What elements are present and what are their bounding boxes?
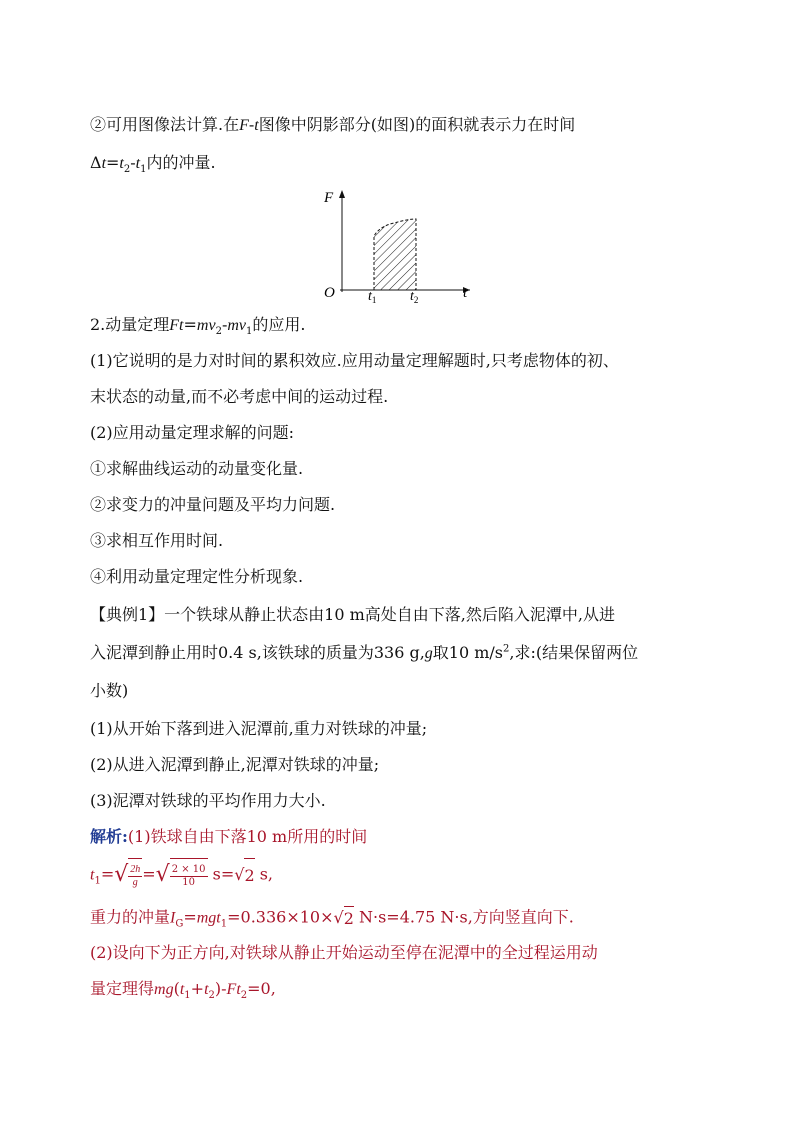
- var-t: t: [254, 117, 259, 134]
- text: =0.336×10×: [227, 907, 334, 927]
- text: ,求:(结果保留两位: [509, 643, 639, 662]
- var-t: t: [119, 155, 124, 172]
- text: =: [183, 907, 197, 927]
- var-t: t: [179, 981, 185, 998]
- label-t2: $t_2$: [410, 289, 419, 305]
- sub: 2: [215, 326, 222, 338]
- example-q2: (2)从进入泥潭到静止,泥潭对铁球的冲量;: [90, 755, 380, 774]
- text: 内的冲量.: [146, 153, 216, 172]
- text: -: [221, 315, 228, 334]
- sub: G: [175, 918, 184, 930]
- sqrt-body: [170, 858, 208, 892]
- label-t: t: [463, 285, 468, 301]
- var-t: t: [135, 155, 141, 172]
- den: g: [132, 877, 138, 888]
- sub: 1: [184, 990, 191, 1002]
- example-line2: [90, 642, 638, 665]
- example-line1: 【典例1】一个铁球从静止状态由10 m高处自由下落,然后陷入泥潭中,从进: [90, 605, 615, 624]
- section-2-title: [90, 314, 305, 337]
- var-Ft: Ft: [226, 981, 241, 998]
- sqrt-sign: √: [155, 862, 170, 887]
- sqrt-2: 2: [344, 906, 354, 930]
- text: =: [100, 864, 115, 884]
- f-t-graph: [310, 182, 490, 307]
- text: ②可用图像法计算.在: [90, 115, 240, 134]
- section-2-item-2: ②求变力的冲量问题及平均力问题.: [90, 495, 336, 514]
- var-t: t: [101, 155, 107, 172]
- text: -: [130, 153, 136, 172]
- text: s,: [254, 864, 274, 884]
- var-mg: mg: [154, 981, 174, 998]
- solution-impulse: [90, 906, 574, 930]
- solution-line1: [90, 826, 367, 848]
- text: (1)铁球自由下落10 m所用的时间: [127, 827, 368, 846]
- sub: 1: [220, 918, 228, 930]
- var-t: t: [90, 866, 95, 884]
- sqrt-2: 2: [244, 858, 254, 892]
- var-mgt: mgt: [196, 909, 221, 927]
- section-2-item-3: ③求相互作用时间.: [90, 531, 224, 550]
- sqrt-sign: √: [333, 908, 344, 927]
- example-line3: 小数): [90, 681, 129, 700]
- sub: 1: [246, 326, 253, 338]
- text: =: [106, 153, 120, 172]
- text: s=: [207, 864, 235, 884]
- text: 2.动量定理: [90, 315, 170, 334]
- section-2-p1-line2: 末状态的动量,而不必考虑中间的运动过程.: [90, 387, 389, 406]
- solution-part2-line1: (2)设向下为正方向,对铁球从静止开始运动至停在泥潭中的全过程运用动: [90, 943, 598, 962]
- var-I: I: [170, 909, 176, 927]
- var-mv: mv: [227, 317, 246, 334]
- text: +: [190, 979, 205, 998]
- den: 10: [182, 877, 195, 888]
- text: (: [173, 979, 180, 998]
- label-O: O: [324, 285, 335, 301]
- var-Ft: Ft: [169, 317, 184, 334]
- sub: 2: [208, 990, 215, 1002]
- frac-2h-g: [128, 864, 142, 889]
- shaded-area: [374, 219, 416, 290]
- text: 取10 m/s: [432, 643, 504, 662]
- section-2-p1-line1: (1)它说明的是力对时间的累积效应.应用动量定理解题时,只考虑物体的初、: [90, 351, 619, 370]
- example-q1: (1)从开始下落到进入泥潭前,重力对铁球的冲量;: [90, 719, 428, 738]
- solution-part2-line2: [90, 978, 276, 1001]
- delta: Δ: [90, 153, 102, 172]
- text: 重力的冲量: [90, 907, 171, 927]
- var-mv: mv: [196, 317, 216, 334]
- text: -: [248, 115, 255, 134]
- var-t: t: [204, 981, 209, 998]
- sqrt-sign: √: [234, 865, 245, 884]
- text: 的应用.: [252, 315, 306, 334]
- sub: 1: [94, 875, 101, 887]
- text: =: [183, 315, 197, 334]
- label-F: F: [324, 190, 334, 206]
- paragraph-graph-method-line2: [90, 152, 216, 175]
- var-g: g: [424, 645, 433, 662]
- var-F: F: [239, 117, 249, 134]
- text: )-: [214, 979, 227, 998]
- text: N·s=4.75 N·s,方向竖直向下.: [353, 907, 574, 927]
- text: =: [142, 864, 156, 884]
- num: 2h: [130, 864, 141, 875]
- sqrt-body: [128, 858, 142, 892]
- section-2-item-1: ①求解曲线运动的动量变化量.: [90, 459, 304, 478]
- solution-label: 解析:: [90, 827, 128, 846]
- f-axis-arrow: [339, 190, 345, 198]
- section-2-item-4: ④利用动量定理定性分析现象.: [90, 567, 304, 586]
- text: =0,: [247, 979, 276, 998]
- example-q3: (3)泥潭对铁球的平均作用力大小.: [90, 791, 326, 810]
- text: 量定理得: [90, 979, 155, 998]
- text: 图像中阴影部分(如图)的面积就表示力在时间: [258, 115, 576, 134]
- frac-num: [170, 864, 208, 889]
- label-t1: $t_1$: [368, 289, 377, 305]
- solution-formula-t1: [90, 858, 273, 892]
- section-2-p2: (2)应用动量定理求解的问题:: [90, 423, 295, 442]
- sqrt-sign: √: [114, 862, 129, 887]
- sub: 2: [123, 164, 131, 176]
- sup: 2: [503, 643, 510, 655]
- sub: 1: [140, 164, 147, 176]
- num: 2 × 10: [171, 864, 206, 875]
- sub: 2: [240, 990, 248, 1002]
- paragraph-graph-method: [90, 114, 575, 137]
- text: 入泥潭到静止用时0.4 s,该铁球的质量为336 g,: [90, 643, 425, 662]
